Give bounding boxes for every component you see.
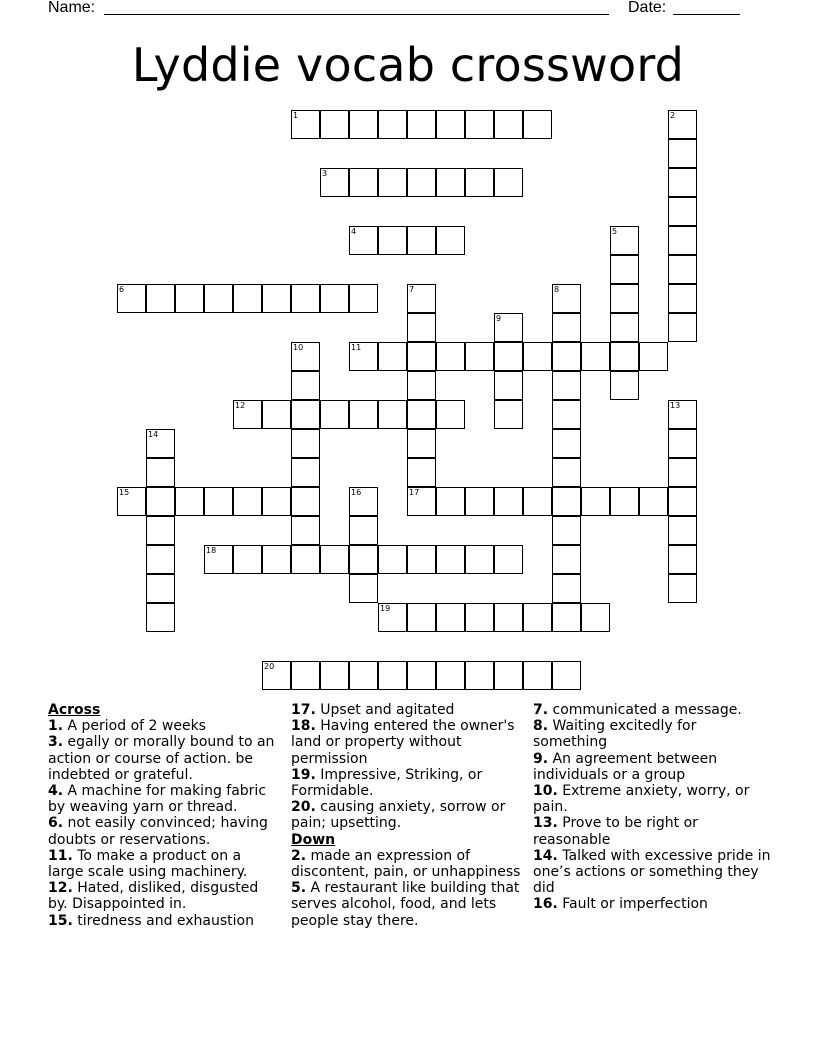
grid-cell[interactable] bbox=[668, 110, 697, 139]
cell-number: 14 bbox=[148, 430, 159, 439]
grid-cell[interactable] bbox=[668, 574, 697, 603]
clue-item bbox=[533, 702, 773, 718]
grid-cell[interactable] bbox=[494, 545, 523, 574]
grid-cell[interactable] bbox=[552, 516, 581, 545]
grid-cell[interactable] bbox=[494, 313, 523, 342]
grid-cell[interactable] bbox=[610, 342, 639, 371]
grid-cell[interactable] bbox=[204, 545, 233, 574]
grid-cell[interactable] bbox=[668, 458, 697, 487]
clue-item bbox=[291, 702, 521, 718]
clue-text: Upset and agitated bbox=[315, 702, 455, 718]
grid-cell[interactable] bbox=[262, 661, 291, 690]
grid-cell[interactable] bbox=[436, 603, 465, 632]
grid-cell[interactable] bbox=[610, 371, 639, 400]
grid-cell[interactable] bbox=[494, 371, 523, 400]
clue-text: A machine for making fabric by weaving yarn or thread. bbox=[48, 783, 267, 816]
clue-number: 6. bbox=[48, 815, 64, 832]
grid-cell[interactable] bbox=[204, 487, 233, 516]
grid-cell[interactable] bbox=[320, 661, 349, 690]
clue-number: 11. bbox=[48, 847, 73, 864]
grid-cell[interactable] bbox=[407, 313, 436, 342]
clue-text: To make a product on a large scale using machinery. bbox=[48, 847, 248, 881]
clue-number: 13. bbox=[533, 815, 558, 832]
grid-cell[interactable] bbox=[349, 226, 378, 255]
grid-cell[interactable] bbox=[552, 284, 581, 313]
grid-cell[interactable] bbox=[349, 342, 378, 371]
grid-cell[interactable] bbox=[552, 400, 581, 429]
grid-cell[interactable] bbox=[610, 284, 639, 313]
cell-number: 10 bbox=[293, 343, 304, 352]
grid-cell[interactable] bbox=[262, 487, 291, 516]
clue-number: 8. bbox=[533, 718, 549, 735]
grid-cell[interactable] bbox=[349, 400, 378, 429]
clue-text: Talked with excessive pride in one’s actions or something they did bbox=[533, 847, 771, 897]
grid-cell[interactable] bbox=[436, 342, 465, 371]
grid-cell[interactable] bbox=[378, 226, 407, 255]
grid-cell[interactable] bbox=[610, 487, 639, 516]
cell-number: 17 bbox=[409, 488, 420, 497]
grid-cell[interactable] bbox=[668, 400, 697, 429]
clue-item bbox=[48, 848, 278, 880]
grid-cell[interactable] bbox=[523, 487, 552, 516]
grid-cell[interactable] bbox=[146, 284, 175, 313]
grid-cell[interactable] bbox=[494, 661, 523, 690]
clue-number: 10. bbox=[533, 783, 558, 800]
grid-cell[interactable] bbox=[639, 342, 668, 371]
grid-cell[interactable] bbox=[668, 545, 697, 574]
clue-number: 16. bbox=[533, 896, 558, 913]
grid-cell[interactable] bbox=[291, 487, 320, 516]
clue-text: not easily convinced; having doubts or reservations. bbox=[48, 815, 268, 848]
grid-cell[interactable] bbox=[436, 661, 465, 690]
clue-text: Hated, disliked, disgusted by. Disappointed in. bbox=[48, 880, 259, 913]
clue-number: 3. bbox=[48, 734, 64, 751]
grid-cell[interactable] bbox=[494, 603, 523, 632]
clue-item bbox=[533, 848, 773, 897]
grid-cell[interactable] bbox=[262, 284, 291, 313]
grid-cell[interactable] bbox=[407, 429, 436, 458]
grid-cell[interactable] bbox=[291, 284, 320, 313]
grid-cell[interactable] bbox=[233, 545, 262, 574]
grid-cell[interactable] bbox=[204, 284, 233, 313]
clue-number: 12. bbox=[48, 880, 73, 897]
grid-cell[interactable] bbox=[610, 255, 639, 284]
clue-text: made an expression of discontent, pain, or unhappiness bbox=[291, 847, 521, 881]
clue-text: Fault or imperfection bbox=[557, 896, 708, 913]
grid-cell[interactable] bbox=[436, 168, 465, 197]
grid-cell[interactable] bbox=[552, 603, 581, 632]
grid-cell[interactable] bbox=[494, 487, 523, 516]
grid-cell[interactable] bbox=[436, 110, 465, 139]
grid-cell[interactable] bbox=[581, 603, 610, 632]
clue-number: 5. bbox=[291, 880, 307, 897]
grid-cell[interactable] bbox=[465, 342, 494, 371]
clue-text: Waiting excitedly for something bbox=[533, 718, 697, 751]
grid-cell[interactable] bbox=[668, 313, 697, 342]
clue-number: 2. bbox=[291, 847, 307, 864]
clue-text: A restaurant like building that serves alcohol, food, and lets people stay there. bbox=[291, 880, 520, 929]
clue-item bbox=[48, 815, 278, 847]
clue-number: 18. bbox=[291, 718, 316, 735]
clue-column-2 bbox=[291, 702, 521, 929]
grid-cell[interactable] bbox=[668, 284, 697, 313]
grid-cell[interactable] bbox=[668, 429, 697, 458]
grid-cell[interactable] bbox=[378, 661, 407, 690]
grid-cell[interactable] bbox=[146, 603, 175, 632]
cell-number: 6 bbox=[119, 285, 125, 294]
clue-item bbox=[291, 799, 521, 831]
grid-cell[interactable] bbox=[233, 487, 262, 516]
grid-cell[interactable] bbox=[291, 342, 320, 371]
grid-cell[interactable] bbox=[291, 545, 320, 574]
clue-column-3 bbox=[533, 702, 773, 913]
grid-cell[interactable] bbox=[117, 284, 146, 313]
grid-cell[interactable] bbox=[610, 313, 639, 342]
grid-cell[interactable] bbox=[407, 458, 436, 487]
grid-cell[interactable] bbox=[291, 458, 320, 487]
grid-cell[interactable] bbox=[668, 168, 697, 197]
down-heading: Down bbox=[291, 831, 336, 848]
grid-cell[interactable] bbox=[320, 110, 349, 139]
grid-cell[interactable] bbox=[668, 487, 697, 516]
grid-cell[interactable] bbox=[552, 371, 581, 400]
grid-cell[interactable] bbox=[581, 487, 610, 516]
cell-number: 15 bbox=[119, 488, 130, 497]
clue-number: 1. bbox=[48, 718, 64, 735]
page-title: Lyddie vocab crossword bbox=[131, 38, 685, 92]
clue-text: tiredness and exhaustion bbox=[72, 912, 254, 929]
clue-number: 14. bbox=[533, 847, 558, 864]
grid-cell[interactable] bbox=[465, 487, 494, 516]
grid-cell[interactable] bbox=[523, 661, 552, 690]
cell-number: 7 bbox=[409, 285, 415, 294]
grid-cell[interactable] bbox=[378, 168, 407, 197]
grid-cell[interactable] bbox=[465, 168, 494, 197]
grid-cell[interactable] bbox=[436, 545, 465, 574]
grid-cell[interactable] bbox=[146, 487, 175, 516]
grid-cell[interactable] bbox=[639, 487, 668, 516]
clue-item bbox=[48, 913, 278, 929]
clue-item bbox=[533, 896, 773, 912]
grid-cell[interactable] bbox=[552, 661, 581, 690]
grid-cell[interactable] bbox=[378, 110, 407, 139]
clue-number: 20. bbox=[291, 799, 316, 816]
grid-cell[interactable] bbox=[349, 661, 378, 690]
clue-item bbox=[291, 880, 521, 929]
grid-cell[interactable] bbox=[407, 400, 436, 429]
clue-text: egally or morally bound to an action or course of action. be indebted or grateful. bbox=[48, 734, 275, 783]
grid-cell[interactable] bbox=[494, 168, 523, 197]
clue-number: 19. bbox=[291, 766, 316, 783]
cell-number: 20 bbox=[264, 662, 275, 671]
grid-cell[interactable] bbox=[262, 400, 291, 429]
grid-cell[interactable] bbox=[552, 487, 581, 516]
grid-cell[interactable] bbox=[349, 516, 378, 545]
grid-cell[interactable] bbox=[610, 226, 639, 255]
cell-number: 1 bbox=[293, 111, 299, 120]
cell-number: 12 bbox=[235, 401, 246, 410]
grid-cell[interactable] bbox=[146, 516, 175, 545]
clue-text: Prove to be right or reasonable bbox=[533, 815, 698, 848]
grid-cell[interactable] bbox=[523, 110, 552, 139]
grid-cell[interactable] bbox=[552, 458, 581, 487]
grid-cell[interactable] bbox=[349, 574, 378, 603]
grid-cell[interactable] bbox=[349, 284, 378, 313]
grid-cell[interactable] bbox=[320, 168, 349, 197]
grid-cell[interactable] bbox=[668, 197, 697, 226]
grid-cell[interactable] bbox=[291, 400, 320, 429]
grid-cell[interactable] bbox=[146, 458, 175, 487]
clue-number: 4. bbox=[48, 783, 64, 800]
grid-cell[interactable] bbox=[320, 284, 349, 313]
grid-cell[interactable] bbox=[407, 168, 436, 197]
grid-cell[interactable] bbox=[465, 110, 494, 139]
clue-item bbox=[48, 734, 278, 783]
grid-cell[interactable] bbox=[552, 545, 581, 574]
grid-cell[interactable] bbox=[494, 110, 523, 139]
grid-cell[interactable] bbox=[465, 603, 494, 632]
grid-cell[interactable] bbox=[407, 603, 436, 632]
grid-cell[interactable] bbox=[436, 400, 465, 429]
grid-cell[interactable] bbox=[320, 545, 349, 574]
grid-cell[interactable] bbox=[146, 574, 175, 603]
grid-cell[interactable] bbox=[349, 110, 378, 139]
grid-cell[interactable] bbox=[407, 545, 436, 574]
grid-cell[interactable] bbox=[465, 545, 494, 574]
grid-cell[interactable] bbox=[581, 342, 610, 371]
grid-cell[interactable] bbox=[378, 342, 407, 371]
clue-number: 17. bbox=[291, 702, 316, 718]
clue-item bbox=[291, 718, 521, 767]
cell-number: 3 bbox=[322, 169, 328, 178]
cell-number: 19 bbox=[380, 604, 391, 613]
clue-text: causing anxiety, sorrow or pain; upsetting. bbox=[291, 799, 506, 832]
clue-item bbox=[533, 718, 773, 750]
cell-number: 5 bbox=[612, 227, 618, 236]
grid-cell[interactable] bbox=[668, 139, 697, 168]
clue-item bbox=[533, 751, 773, 783]
across-heading: Across bbox=[48, 702, 101, 718]
cell-number: 16 bbox=[351, 488, 362, 497]
cell-number: 8 bbox=[554, 285, 560, 294]
grid-cell[interactable] bbox=[291, 371, 320, 400]
clue-text: An agreement between individuals or a group bbox=[533, 750, 718, 783]
clue-number: 7. bbox=[533, 702, 549, 718]
grid-cell[interactable] bbox=[291, 661, 320, 690]
clue-text: Extreme anxiety, worry, or pain. bbox=[533, 783, 750, 816]
grid-cell[interactable] bbox=[262, 545, 291, 574]
grid-cell[interactable] bbox=[436, 226, 465, 255]
grid-cell[interactable] bbox=[407, 110, 436, 139]
grid-cell[interactable] bbox=[668, 255, 697, 284]
clue-text: A period of 2 weeks bbox=[63, 718, 206, 735]
grid-cell[interactable] bbox=[436, 487, 465, 516]
clue-item bbox=[48, 718, 278, 734]
grid-cell[interactable] bbox=[291, 429, 320, 458]
grid-cell[interactable] bbox=[349, 487, 378, 516]
grid-cell[interactable] bbox=[349, 545, 378, 574]
grid-cell[interactable] bbox=[175, 487, 204, 516]
grid-cell[interactable] bbox=[407, 371, 436, 400]
grid-cell[interactable] bbox=[668, 226, 697, 255]
clue-number: 15. bbox=[48, 912, 73, 929]
clue-item bbox=[48, 783, 278, 815]
grid-cell[interactable] bbox=[494, 400, 523, 429]
clue-item bbox=[291, 848, 521, 880]
grid-cell[interactable] bbox=[407, 661, 436, 690]
grid-cell[interactable] bbox=[233, 284, 262, 313]
clue-text: communicated a message. bbox=[548, 702, 742, 718]
grid-cell[interactable] bbox=[291, 110, 320, 139]
grid-cell[interactable] bbox=[378, 400, 407, 429]
grid-cell[interactable] bbox=[291, 516, 320, 545]
cell-number: 2 bbox=[670, 111, 676, 120]
cell-number: 13 bbox=[670, 401, 681, 410]
grid-cell[interactable] bbox=[117, 487, 146, 516]
grid-cell[interactable] bbox=[552, 574, 581, 603]
grid-cell[interactable] bbox=[349, 168, 378, 197]
name-label: Name: bbox=[48, 0, 96, 16]
clue-text: Impressive, Striking, or Formidable. bbox=[291, 766, 483, 800]
grid-cell[interactable] bbox=[407, 342, 436, 371]
date-label: Date: bbox=[628, 0, 667, 16]
grid-cell[interactable] bbox=[668, 516, 697, 545]
grid-cell[interactable] bbox=[175, 284, 204, 313]
grid-cell[interactable] bbox=[320, 400, 349, 429]
grid-cell[interactable] bbox=[407, 284, 436, 313]
grid-cell[interactable] bbox=[233, 400, 262, 429]
grid-cell[interactable] bbox=[407, 487, 436, 516]
grid-cell[interactable] bbox=[146, 429, 175, 458]
grid-cell[interactable] bbox=[378, 545, 407, 574]
cell-number: 9 bbox=[496, 314, 502, 323]
grid-cell[interactable] bbox=[523, 603, 552, 632]
grid-cell[interactable] bbox=[378, 603, 407, 632]
cell-number: 11 bbox=[351, 343, 362, 352]
clue-item bbox=[48, 880, 278, 912]
grid-cell[interactable] bbox=[494, 342, 523, 371]
grid-cell[interactable] bbox=[523, 342, 552, 371]
clue-item bbox=[533, 783, 773, 815]
clue-text: Having entered the owner's land or property without permission bbox=[291, 718, 515, 767]
grid-cell[interactable] bbox=[465, 661, 494, 690]
grid-cell[interactable] bbox=[552, 429, 581, 458]
clue-item bbox=[291, 767, 521, 799]
cell-number: 18 bbox=[206, 546, 217, 555]
grid-cell[interactable] bbox=[407, 226, 436, 255]
grid-cell[interactable] bbox=[552, 313, 581, 342]
clue-number: 9. bbox=[533, 750, 549, 767]
cell-number: 4 bbox=[351, 227, 357, 236]
grid-cell[interactable] bbox=[552, 342, 581, 371]
clue-column-1 bbox=[48, 702, 278, 929]
clue-item bbox=[533, 815, 773, 847]
grid-cell[interactable] bbox=[146, 545, 175, 574]
